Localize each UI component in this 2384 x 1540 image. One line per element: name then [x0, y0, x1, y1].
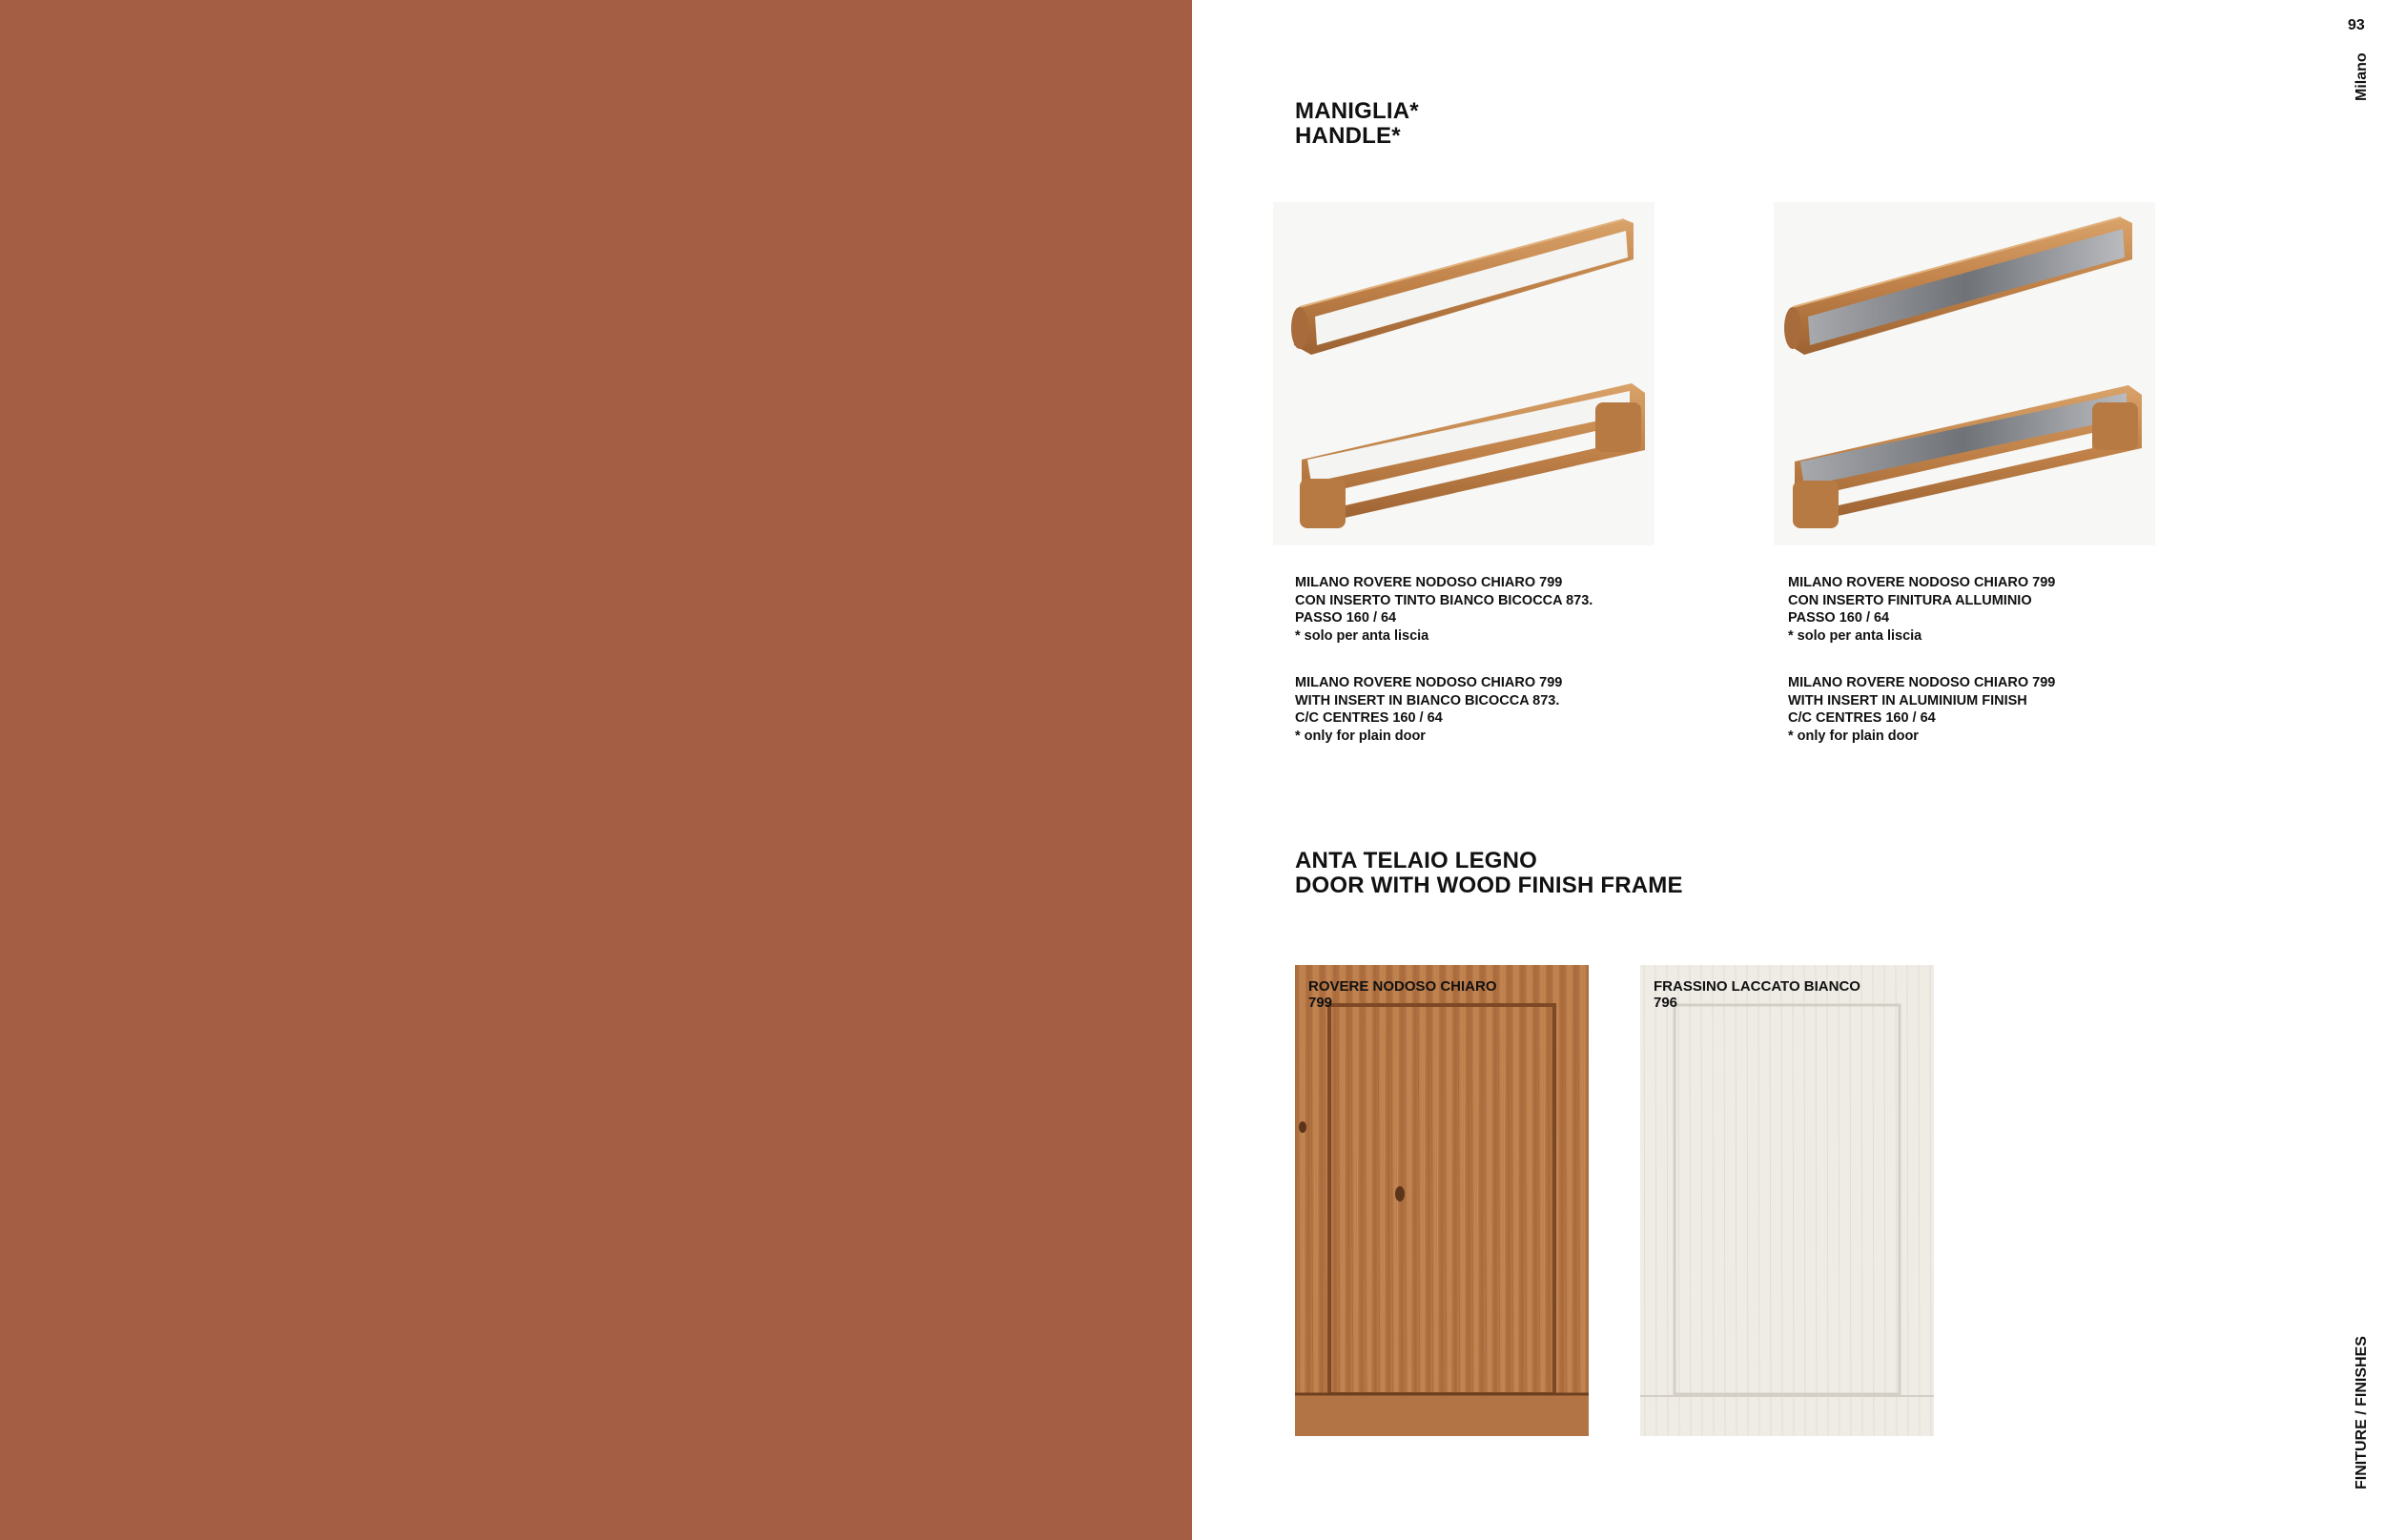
handles-heading	[1295, 99, 1419, 149]
handle-2-it-line: MILANO ROVERE NODOSO CHIARO 799	[1788, 575, 2056, 590]
handle-2-it-line: CON INSERTO FINITURA ALLUMINIO	[1788, 592, 2032, 608]
door-code: 799	[1308, 995, 1333, 1011]
handles-title-it: MANIGLIA*	[1295, 98, 1419, 124]
handle-2-en-line: C/C CENTRES 160 / 64	[1788, 710, 1936, 726]
doors-heading	[1295, 849, 1683, 898]
handle-1-en-line: MILANO ROVERE NODOSO CHIARO 799	[1295, 675, 1563, 690]
handle-2-en-note: * only for plain door	[1788, 728, 1919, 744]
handle-1-it-note: * solo per anta liscia	[1295, 627, 1429, 644]
handle-2-desc-en	[1788, 674, 2055, 745]
handle-2-desc-it	[1788, 574, 2055, 645]
handle-2-en-line: WITH INSERT IN ALUMINIUM FINISH	[1788, 692, 2027, 708]
handle-1-it-line: MILANO ROVERE NODOSO CHIARO 799	[1295, 575, 1563, 590]
handle-image-aluminium-insert	[1774, 202, 2155, 545]
page-number: 93	[2348, 17, 2365, 33]
handle-image-white-insert	[1273, 202, 1654, 545]
door-name: ROVERE NODOSO CHIARO	[1308, 978, 1497, 995]
door-swatch-oak	[1295, 965, 1589, 1436]
handle-1-it-line: CON INSERTO TINTO BIANCO BICOCCA 873.	[1295, 592, 1593, 608]
handles-title-en: HANDLE*	[1295, 123, 1401, 149]
handle-1-desc-it	[1295, 574, 1593, 645]
handle-1-it-line: PASSO 160 / 64	[1295, 610, 1397, 626]
door-code: 796	[1654, 995, 1678, 1011]
doors-title-en: DOOR WITH WOOD FINISH FRAME	[1295, 873, 1683, 898]
door-label-white	[1654, 978, 1860, 1011]
doors-title-it: ANTA TELAIO LEGNO	[1295, 848, 1538, 873]
handle-1-desc-en	[1295, 674, 1562, 745]
handle-2-en-line: MILANO ROVERE NODOSO CHIARO 799	[1788, 675, 2056, 690]
door-name: FRASSINO LACCATO BIANCO	[1654, 978, 1860, 995]
handle-1-en-line: WITH INSERT IN BIANCO BICOCCA 873.	[1295, 692, 1560, 708]
handle-1-en-note: * only for plain door	[1295, 728, 1426, 744]
handle-2-it-line: PASSO 160 / 64	[1788, 610, 1890, 626]
collection-label: Milano	[2353, 52, 2370, 101]
handle-2-it-note: * solo per anta liscia	[1788, 627, 1922, 644]
section-label: FINITURE / FINISHES	[2353, 1336, 2370, 1489]
handle-1-en-line: C/C CENTRES 160 / 64	[1295, 710, 1443, 726]
door-label-oak	[1308, 978, 1497, 1011]
door-swatch-white	[1640, 965, 1934, 1436]
